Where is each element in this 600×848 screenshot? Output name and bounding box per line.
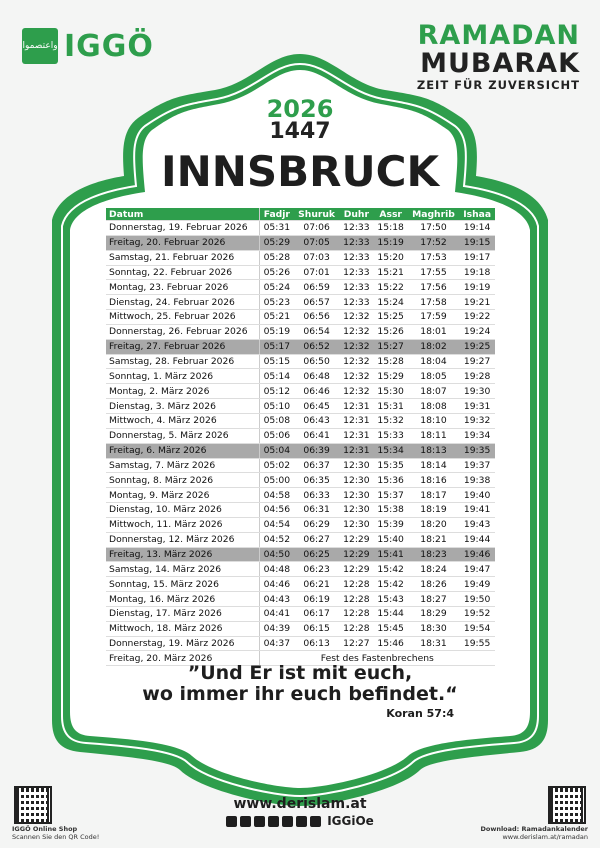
cell-shuruk: 06:41 [294,428,339,443]
cell-assr: 15:31 [374,399,408,414]
cell-shuruk: 07:05 [294,235,339,250]
logo-mark-icon [22,28,58,64]
cell-maghrib: 18:21 [408,532,459,547]
cell-fadjr: 04:39 [259,621,294,636]
cell-shuruk: 06:23 [294,562,339,577]
cell-duhr: 12:28 [339,592,373,607]
cell-date: Samstag, 21. Februar 2026 [106,250,259,265]
cell-date: Freitag, 27. Februar 2026 [106,339,259,354]
cell-duhr: 12:30 [339,458,373,473]
column-header-shuruk: Shuruk [294,208,339,221]
hijri-year: 1447 [269,119,331,144]
table-row [106,517,495,532]
cell-date: Donnerstag, 26. Februar 2026 [106,324,259,339]
cell-maghrib: 18:14 [408,458,459,473]
cell-fadjr: 04:41 [259,606,294,621]
cell-duhr: 12:30 [339,503,373,518]
cell-assr: 15:25 [374,310,408,325]
quote-line-1: ”Und Er ist mit euch, [187,662,413,684]
cell-ishaa: 19:27 [459,354,495,369]
cell-fadjr: 05:02 [259,458,294,473]
cell-maghrib: 18:24 [408,562,459,577]
cell-fadjr: 05:29 [259,235,294,250]
cell-duhr: 12:31 [339,413,373,428]
cell-duhr: 12:32 [339,324,373,339]
cell-assr: 15:26 [374,324,408,339]
cell-fadjr: 05:04 [259,443,294,458]
table-row [106,428,495,443]
cell-fadjr: 05:21 [259,310,294,325]
cell-assr: 15:19 [374,235,408,250]
cell-assr: 15:34 [374,443,408,458]
cell-shuruk: 07:06 [294,221,339,236]
cell-shuruk: 06:57 [294,295,339,310]
city-title: INNSBRUCK [160,147,439,196]
cell-assr: 15:30 [374,384,408,399]
cell-eid-note: Fest des Fastenbrechens [259,651,495,666]
cell-shuruk: 06:15 [294,621,339,636]
cell-shuruk: 06:45 [294,399,339,414]
table-header-row [106,208,495,221]
cell-date: Donnerstag, 12. März 2026 [106,532,259,547]
spotify-icon[interactable] [296,816,307,827]
cell-duhr: 12:32 [339,369,373,384]
cell-maghrib: 18:30 [408,621,459,636]
cell-date: Dienstag, 10. März 2026 [106,503,259,518]
cell-shuruk: 06:56 [294,310,339,325]
cell-ishaa: 19:32 [459,413,495,428]
table-row [106,473,495,488]
cell-duhr: 12:29 [339,547,373,562]
table-row [106,295,495,310]
hero-line-2: MUBARAK [420,48,580,79]
cell-fadjr: 05:10 [259,399,294,414]
cell-date: Freitag, 6. März 2026 [106,443,259,458]
cell-maghrib: 18:29 [408,606,459,621]
quote-source: Koran 57:4 [386,707,454,720]
cell-fadjr: 05:28 [259,250,294,265]
table-row [106,265,495,280]
cell-date: Samstag, 7. März 2026 [106,458,259,473]
cell-ishaa: 19:35 [459,443,495,458]
cell-assr: 15:18 [374,221,408,236]
cell-maghrib: 18:13 [408,443,459,458]
cell-date: Montag, 23. Februar 2026 [106,280,259,295]
cell-assr: 15:38 [374,503,408,518]
cell-ishaa: 19:38 [459,473,495,488]
cell-assr: 15:43 [374,592,408,607]
cell-fadjr: 05:26 [259,265,294,280]
cell-assr: 15:35 [374,458,408,473]
table-row [106,532,495,547]
cell-date: Dienstag, 24. Februar 2026 [106,295,259,310]
cell-ishaa: 19:54 [459,621,495,636]
table-row [106,458,495,473]
cell-ishaa: 19:52 [459,606,495,621]
cell-date: Freitag, 20. Februar 2026 [106,235,259,250]
cell-shuruk: 06:54 [294,324,339,339]
cell-duhr: 12:32 [339,354,373,369]
table-row [106,280,495,295]
cell-fadjr: 04:37 [259,636,294,651]
cell-fadjr: 05:15 [259,354,294,369]
cell-fadjr: 05:24 [259,280,294,295]
cell-maghrib: 18:04 [408,354,459,369]
cell-maghrib: 17:50 [408,221,459,236]
cell-date: Freitag, 20. März 2026 [106,651,259,666]
cell-fadjr: 05:17 [259,339,294,354]
table-row [106,250,495,265]
table-row-friday [106,547,495,562]
cell-ishaa: 19:18 [459,265,495,280]
cell-assr: 15:44 [374,606,408,621]
logo-text: IGGÖ [64,28,154,64]
table-row [106,562,495,577]
column-header-ishaa: Ishaa [459,208,495,221]
column-header-assr: Assr [374,208,408,221]
cell-ishaa: 19:47 [459,562,495,577]
cell-ishaa: 19:15 [459,235,495,250]
column-header-fadjr: Fadjr [259,208,294,221]
cell-fadjr: 04:48 [259,562,294,577]
cell-fadjr: 05:06 [259,428,294,443]
cell-fadjr: 05:14 [259,369,294,384]
cell-maghrib: 18:05 [408,369,459,384]
download-caption [480,825,588,841]
cell-fadjr: 04:52 [259,532,294,547]
iggo-logo [22,28,154,64]
cell-ishaa: 19:22 [459,310,495,325]
shop-title: IGGÖ Online Shop [12,825,78,833]
table-row [106,413,495,428]
cell-duhr: 12:31 [339,428,373,443]
download-qr-code[interactable] [548,786,586,824]
cell-fadjr: 04:50 [259,547,294,562]
cell-date: Sonntag, 15. März 2026 [106,577,259,592]
shop-caption [12,825,99,841]
cell-fadjr: 04:46 [259,577,294,592]
cell-assr: 15:39 [374,517,408,532]
cell-date: Montag, 16. März 2026 [106,592,259,607]
cell-maghrib: 18:31 [408,636,459,651]
cell-shuruk: 06:27 [294,532,339,547]
social-handle: IGGiOe [327,814,374,828]
table-row [106,503,495,518]
table-row-friday [106,235,495,250]
cell-duhr: 12:30 [339,488,373,503]
cell-date: Dienstag, 17. März 2026 [106,606,259,621]
logo-mark-text: واعتصموا [22,41,58,51]
cell-shuruk: 06:13 [294,636,339,651]
gregorian-year: 2026 [266,95,334,123]
cell-ishaa: 19:55 [459,636,495,651]
cell-maghrib: 18:26 [408,577,459,592]
download-url: www.derislam.at/ramadan [502,833,588,841]
cell-fadjr: 04:58 [259,488,294,503]
cell-duhr: 12:28 [339,621,373,636]
cell-date: Mittwoch, 11. März 2026 [106,517,259,532]
cell-date: Donnerstag, 5. März 2026 [106,428,259,443]
quote-line-2: wo immer ihr euch befindet.“ [142,683,458,705]
cell-shuruk: 06:25 [294,547,339,562]
shop-subtitle: Scannen Sie den QR Code! [12,833,100,841]
website-link[interactable]: www.derislam.at [233,796,367,812]
cell-ishaa: 19:21 [459,295,495,310]
cell-date: Samstag, 14. März 2026 [106,562,259,577]
cell-shuruk: 06:21 [294,577,339,592]
cell-date: Donnerstag, 19. Februar 2026 [106,221,259,236]
cell-duhr: 12:27 [339,636,373,651]
cell-duhr: 12:32 [339,339,373,354]
hero-line-1: RAMADAN [417,20,580,51]
cell-ishaa: 19:30 [459,384,495,399]
cell-maghrib: 18:16 [408,473,459,488]
cell-fadjr: 05:31 [259,221,294,236]
cell-assr: 15:20 [374,250,408,265]
cell-maghrib: 18:19 [408,503,459,518]
table-row [106,221,495,236]
cell-duhr: 12:30 [339,473,373,488]
cell-maghrib: 17:53 [408,250,459,265]
table-row [106,324,495,339]
cell-maghrib: 17:55 [408,265,459,280]
cell-maghrib: 18:10 [408,413,459,428]
table-row [106,369,495,384]
table-row [106,384,495,399]
table-row-friday [106,339,495,354]
youtube-icon[interactable] [254,816,265,827]
table-row [106,621,495,636]
cell-ishaa: 19:50 [459,592,495,607]
cell-assr: 15:27 [374,339,408,354]
cell-assr: 15:37 [374,488,408,503]
cell-duhr: 12:33 [339,265,373,280]
cell-date: Donnerstag, 19. März 2026 [106,636,259,651]
cell-ishaa: 19:34 [459,428,495,443]
cell-duhr: 12:33 [339,280,373,295]
cell-date: Mittwoch, 25. Februar 2026 [106,310,259,325]
table-row [106,577,495,592]
cell-ishaa: 19:19 [459,280,495,295]
cell-shuruk: 07:01 [294,265,339,280]
cell-ishaa: 19:46 [459,547,495,562]
shop-qr-code[interactable] [14,786,52,824]
cell-ishaa: 19:49 [459,577,495,592]
cell-duhr: 12:28 [339,606,373,621]
cell-maghrib: 18:17 [408,488,459,503]
cell-duhr: 12:29 [339,562,373,577]
cell-shuruk: 06:31 [294,503,339,518]
table-row [106,488,495,503]
cell-shuruk: 06:35 [294,473,339,488]
cell-duhr: 12:28 [339,577,373,592]
table-row [106,310,495,325]
cell-assr: 15:33 [374,428,408,443]
cell-ishaa: 19:14 [459,221,495,236]
quote [0,663,600,705]
cell-assr: 15:46 [374,636,408,651]
cell-duhr: 12:31 [339,399,373,414]
cell-duhr: 12:31 [339,443,373,458]
cell-shuruk: 06:19 [294,592,339,607]
facebook-icon[interactable] [226,816,237,827]
cell-duhr: 12:32 [339,384,373,399]
cell-maghrib: 18:23 [408,547,459,562]
ramadan-mubarak-heading [417,22,580,92]
cell-ishaa: 19:41 [459,503,495,518]
cell-maghrib: 18:02 [408,339,459,354]
cell-duhr: 12:33 [339,221,373,236]
table-row-friday [106,443,495,458]
cell-fadjr: 04:54 [259,517,294,532]
cell-date: Sonntag, 8. März 2026 [106,473,259,488]
cell-maghrib: 17:52 [408,235,459,250]
cell-maghrib: 17:58 [408,295,459,310]
cell-ishaa: 19:31 [459,399,495,414]
cell-date: Samstag, 28. Februar 2026 [106,354,259,369]
cell-ishaa: 19:43 [459,517,495,532]
cell-maghrib: 18:20 [408,517,459,532]
cell-shuruk: 06:37 [294,458,339,473]
cell-shuruk: 06:43 [294,413,339,428]
cell-shuruk: 06:59 [294,280,339,295]
cell-maghrib: 17:59 [408,310,459,325]
cell-shuruk: 06:39 [294,443,339,458]
table-row [106,354,495,369]
instagram-icon[interactable] [240,816,251,827]
cell-assr: 15:36 [374,473,408,488]
cell-duhr: 12:30 [339,517,373,532]
cell-shuruk: 06:52 [294,339,339,354]
cell-assr: 15:21 [374,265,408,280]
cell-fadjr: 04:43 [259,592,294,607]
column-header-duhr: Duhr [339,208,373,221]
cell-fadjr: 05:08 [259,413,294,428]
table-body [106,221,495,666]
cell-shuruk: 06:46 [294,384,339,399]
table-row [106,636,495,651]
cell-assr: 15:40 [374,532,408,547]
cell-ishaa: 19:28 [459,369,495,384]
cell-date: Sonntag, 22. Februar 2026 [106,265,259,280]
cell-duhr: 12:32 [339,310,373,325]
cell-ishaa: 19:44 [459,532,495,547]
cell-date: Mittwoch, 18. März 2026 [106,621,259,636]
prayer-times-table [106,208,495,666]
cell-date: Mittwoch, 4. März 2026 [106,413,259,428]
cell-shuruk: 06:33 [294,488,339,503]
cell-date: Sonntag, 1. März 2026 [106,369,259,384]
cell-maghrib: 18:01 [408,324,459,339]
column-header-date: Datum [106,208,259,221]
cell-date: Montag, 2. März 2026 [106,384,259,399]
cell-assr: 15:22 [374,280,408,295]
cell-shuruk: 06:48 [294,369,339,384]
cell-shuruk: 07:03 [294,250,339,265]
cell-shuruk: 06:29 [294,517,339,532]
cell-fadjr: 05:19 [259,324,294,339]
cell-ishaa: 19:40 [459,488,495,503]
cell-maghrib: 18:27 [408,592,459,607]
cell-assr: 15:42 [374,562,408,577]
cell-date: Freitag, 13. März 2026 [106,547,259,562]
cell-ishaa: 19:25 [459,339,495,354]
cell-assr: 15:41 [374,547,408,562]
cell-duhr: 12:33 [339,235,373,250]
cell-date: Dienstag, 3. März 2026 [106,399,259,414]
cell-maghrib: 18:11 [408,428,459,443]
cell-fadjr: 05:23 [259,295,294,310]
cell-maghrib: 17:56 [408,280,459,295]
column-header-maghrib: Maghrib [408,208,459,221]
cell-shuruk: 06:17 [294,606,339,621]
table-row [106,592,495,607]
cell-assr: 15:45 [374,621,408,636]
cell-fadjr: 05:00 [259,473,294,488]
cell-ishaa: 19:24 [459,324,495,339]
twitter-icon[interactable] [268,816,279,827]
cell-maghrib: 18:07 [408,384,459,399]
cell-duhr: 12:33 [339,295,373,310]
cell-ishaa: 19:17 [459,250,495,265]
cell-fadjr: 04:56 [259,503,294,518]
hero-tagline: ZEIT FÜR ZUVERSICHT [416,78,580,92]
cell-duhr: 12:29 [339,532,373,547]
cell-date: Montag, 9. März 2026 [106,488,259,503]
cell-assr: 15:42 [374,577,408,592]
cell-assr: 15:29 [374,369,408,384]
cell-fadjr: 05:12 [259,384,294,399]
cell-duhr: 12:33 [339,250,373,265]
download-title: Download: Ramadankalender [480,825,588,833]
cell-assr: 15:28 [374,354,408,369]
cell-assr: 15:32 [374,413,408,428]
cell-maghrib: 18:08 [408,399,459,414]
telegram-icon[interactable] [282,816,293,827]
cell-shuruk: 06:50 [294,354,339,369]
cell-assr: 15:24 [374,295,408,310]
cell-ishaa: 19:37 [459,458,495,473]
table-row [106,606,495,621]
tiktok-icon[interactable] [310,816,321,827]
table-row [106,399,495,414]
